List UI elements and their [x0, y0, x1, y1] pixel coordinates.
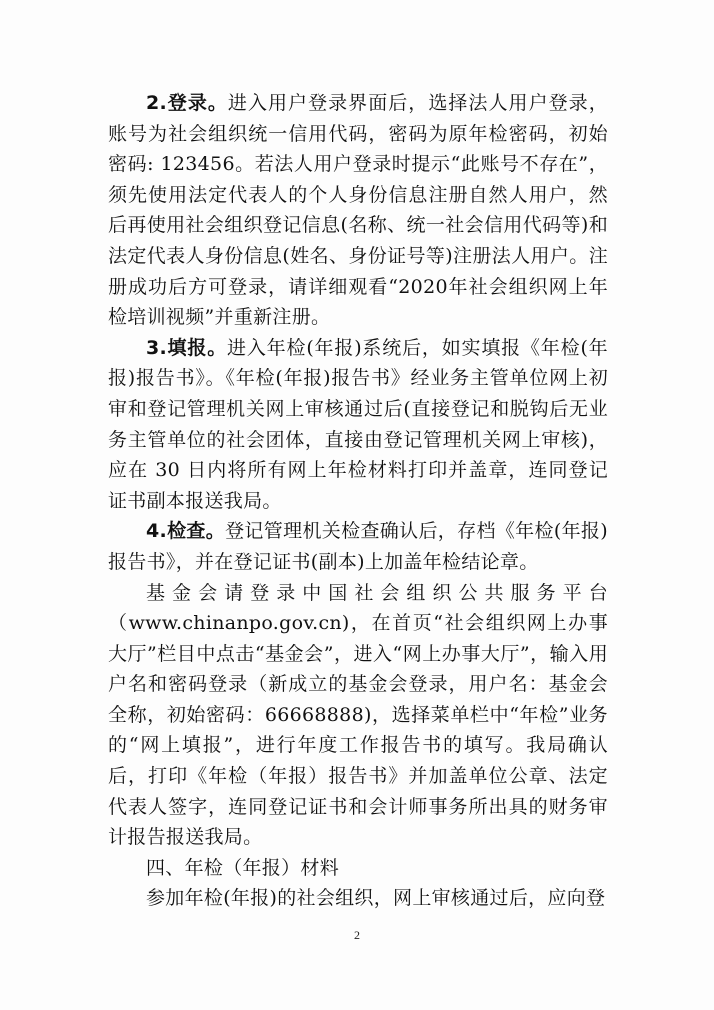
document-body: [108, 88, 608, 914]
paragraph-login-heading: 2.登录。: [146, 92, 228, 114]
paragraph-inspection: [108, 516, 608, 577]
paragraph-fill-report-text: 进入年检(年报)系统后，如实填报《年检(年报)报告书》。《年检(年报)报告书》经业务主管单位网上初审和登记管理机关网上审核通过后(直接登记和脱钩后无业务主管单位的社会团体，直接由登记管理机关网上审核)，应在 30 日内将所有网上年检材料打印并盖章，连同登记证书副本报送我局。: [108, 336, 608, 512]
paragraph-login: [108, 88, 608, 333]
paragraph-inspection-text: 登记管理机关检查确认后，存档《年检(年报)报告书》，并在登记证书(副本)上加盖年检结论章。: [108, 520, 608, 573]
section-heading-materials: [108, 853, 608, 884]
page-number: 2: [354, 928, 360, 942]
paragraph-materials-text: 参加年检(年报)的社会组织，网上审核通过后，应向登: [146, 887, 606, 910]
paragraph-foundation: [108, 578, 608, 853]
paragraph-materials: [108, 883, 608, 914]
paragraph-inspection-heading: 4.检查。: [146, 520, 226, 543]
paragraph-fill-report: [108, 333, 608, 517]
paragraph-foundation-text: 基金会请登录中国社会组织公共服务平台（www.chinanpo.gov.cn)，在首页“社会组织网上办事大厅”栏目中点击“基金会”，进入“网上办事大厅”，输入用户名和密码登录（新成立的基金会登录，用户名：基金会全称，初始密码：66668888)，选择菜单栏中“年检”业务的“网上填报”，进行年度工作报告书的填写。我局确认后，打印《年检（年报）报告书》并加盖单位公章、法定代表人签字，连同登记证书和会计师事务所出具的财务审计报告报送我局。: [108, 581, 608, 849]
section-heading-materials-text: 四、年检（年报）材料: [146, 856, 340, 879]
paragraph-fill-report-heading: 3.填报。: [146, 336, 228, 359]
paragraph-login-text: 进入用户登录界面后，选择法人用户登录，账号为社会组织统一信用代码，密码为原年检密码，初始密码: 123456。若法人用户登录时提示“此账号不存在”，须先使用法定代表人的个人身份信息注册自然人用户，然后再使用社会组织登记信息(名称、统一社会信用代码等)和法定代表人身份信息(姓名、身份证号等)注册法人用户。注册成功后方可登录，请详细观看“2020年社会组织网上年检培训视频”并重新注册。: [108, 92, 608, 329]
